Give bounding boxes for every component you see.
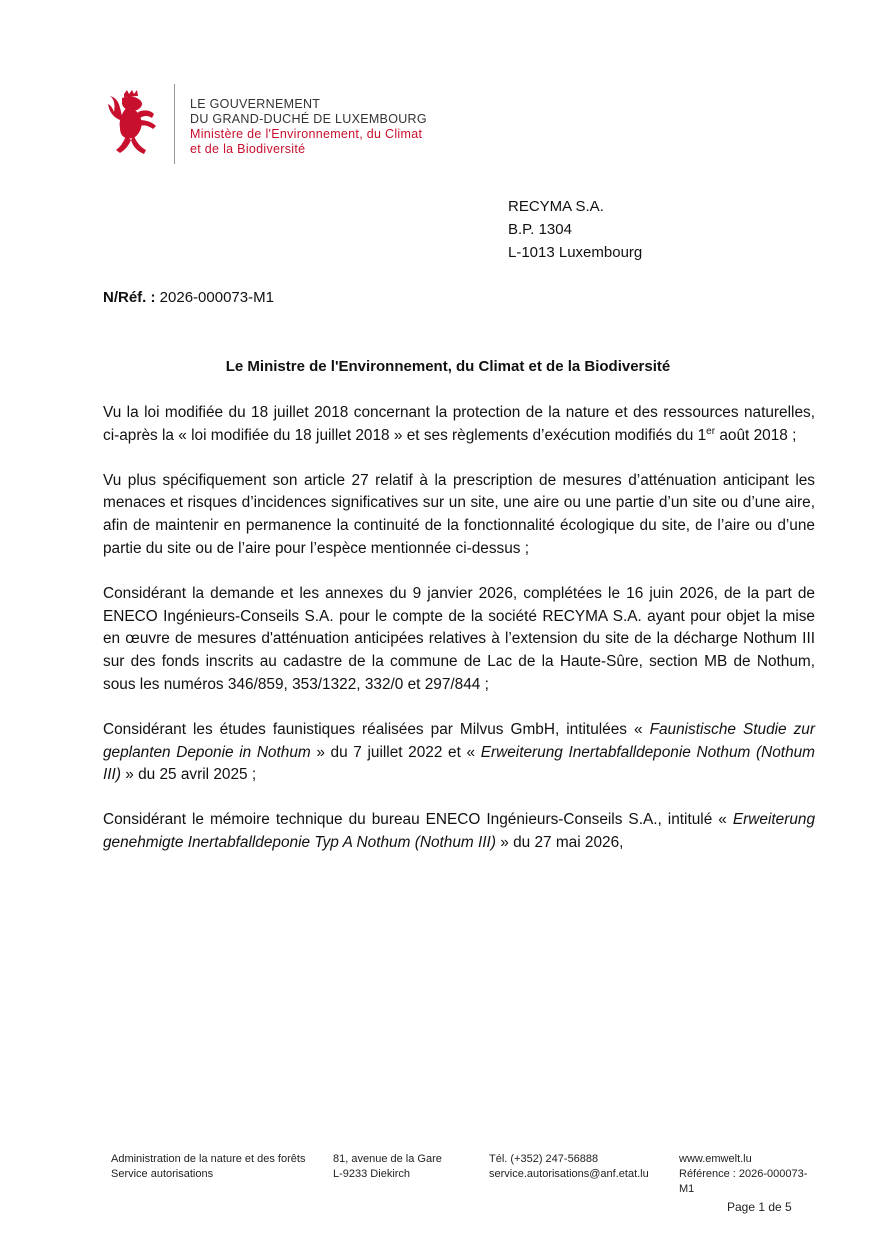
government-name-line2: DU GRAND-DUCHÉ DE LUXEMBOURG xyxy=(190,112,427,126)
ministry-name-line2: et de la Biodiversité xyxy=(190,142,306,156)
footer-contact: Tél. (+352) 247-56888 service.autorisations@anf.etat.lu xyxy=(489,1153,649,1180)
logo-divider xyxy=(174,84,175,164)
footer-website-reference: www.emwelt.lu Référence : 2026-000073-M1 xyxy=(679,1153,808,1195)
reference-label: N/Réf. : xyxy=(103,289,156,306)
recipient-line3: L-1013 Luxembourg xyxy=(508,244,643,261)
paragraph-3: Considérant la demande et les annexes du 9 janvier 2026, complétées le 16 juin 2026, de la part de ENECO Ingénieurs-Conseils S.A. pour le compte de la société RECYMA S.A. ayant pour objet la mise en œuvre de mesures d'atténuation anticipées relatives à l’extension du site de la décharge Nothum III sur des fonds inscrits au cadastre de la commune de Lac de la Haute-Sûre, section MB de Nothum, sous les numéros 346/859, 353/1322, 332/0 et 297/844 ; xyxy=(103,584,815,693)
recipient-line2: B.P. 1304 xyxy=(508,221,572,238)
reference-value: 2026-000073-M1 xyxy=(159,289,274,306)
government-name-line1: LE GOUVERNEMENT xyxy=(190,97,321,111)
ministry-name-line1: Ministère de l'Environnement, du Climat xyxy=(190,127,423,141)
paragraph-5: Considérant le mémoire technique du bureau ENECO Ingénieurs-Conseils S.A., intitulé « Erweiterung genehmigte Inertabfalldeponie Typ A Nothum (Nothum III) » du 27 mai 2026, xyxy=(103,811,815,851)
reference-number xyxy=(103,288,274,308)
paragraph-1: Vu la loi modifiée du 18 juillet 2018 concernant la protection de la nature et des ressources naturelles, ci-après la « loi modifiée du 18 juillet 2018 » et ses règlements d’exécution modifiés du 1er août 2018 ; xyxy=(103,404,815,444)
paragraph-2: Vu plus spécifiquement son article 27 relatif à la prescription de mesures d’atténuation anticipant les menaces et risques d’incidences significatives sur un site, une aire ou une partie d’un site ou d’une aire, afin de maintenir en permanence la continuité de la fonctionnalité écologique du site, de l’aire ou d’une partie du site ou de l’aire pour l’espèce mentionnée ci-dessus ; xyxy=(103,471,815,557)
document-body xyxy=(103,402,815,877)
footer-website-link[interactable]: www.emwelt.lu xyxy=(679,1153,752,1165)
document-title: Le Ministre de l'Environnement, du Climat et de la Biodiversité xyxy=(225,358,671,375)
footer-email-link[interactable]: service.autorisations@anf.etat.lu xyxy=(489,1168,649,1180)
page-number: Page 1 de 5 xyxy=(727,1200,792,1214)
recipient-line1: RECYMA S.A. xyxy=(508,198,604,215)
red-lion-icon xyxy=(106,90,160,156)
government-logo-text xyxy=(190,97,427,157)
paragraph-4: Considérant les études faunistiques réalisées par Milvus GmbH, intitulées « Faunistische Studie zur geplanten Deponie in Nothum » du 7 juillet 2022 et « Erweiterung Inertabfalldeponie Nothum (Nothum III) » du 25 avril 2025 ; xyxy=(103,720,816,784)
recipient-address xyxy=(508,195,642,264)
footer-address: 81, avenue de la Gare L-9233 Diekirch xyxy=(333,1153,442,1180)
footer-administration: Administration de la nature et des forêts Service autorisations xyxy=(111,1153,306,1180)
